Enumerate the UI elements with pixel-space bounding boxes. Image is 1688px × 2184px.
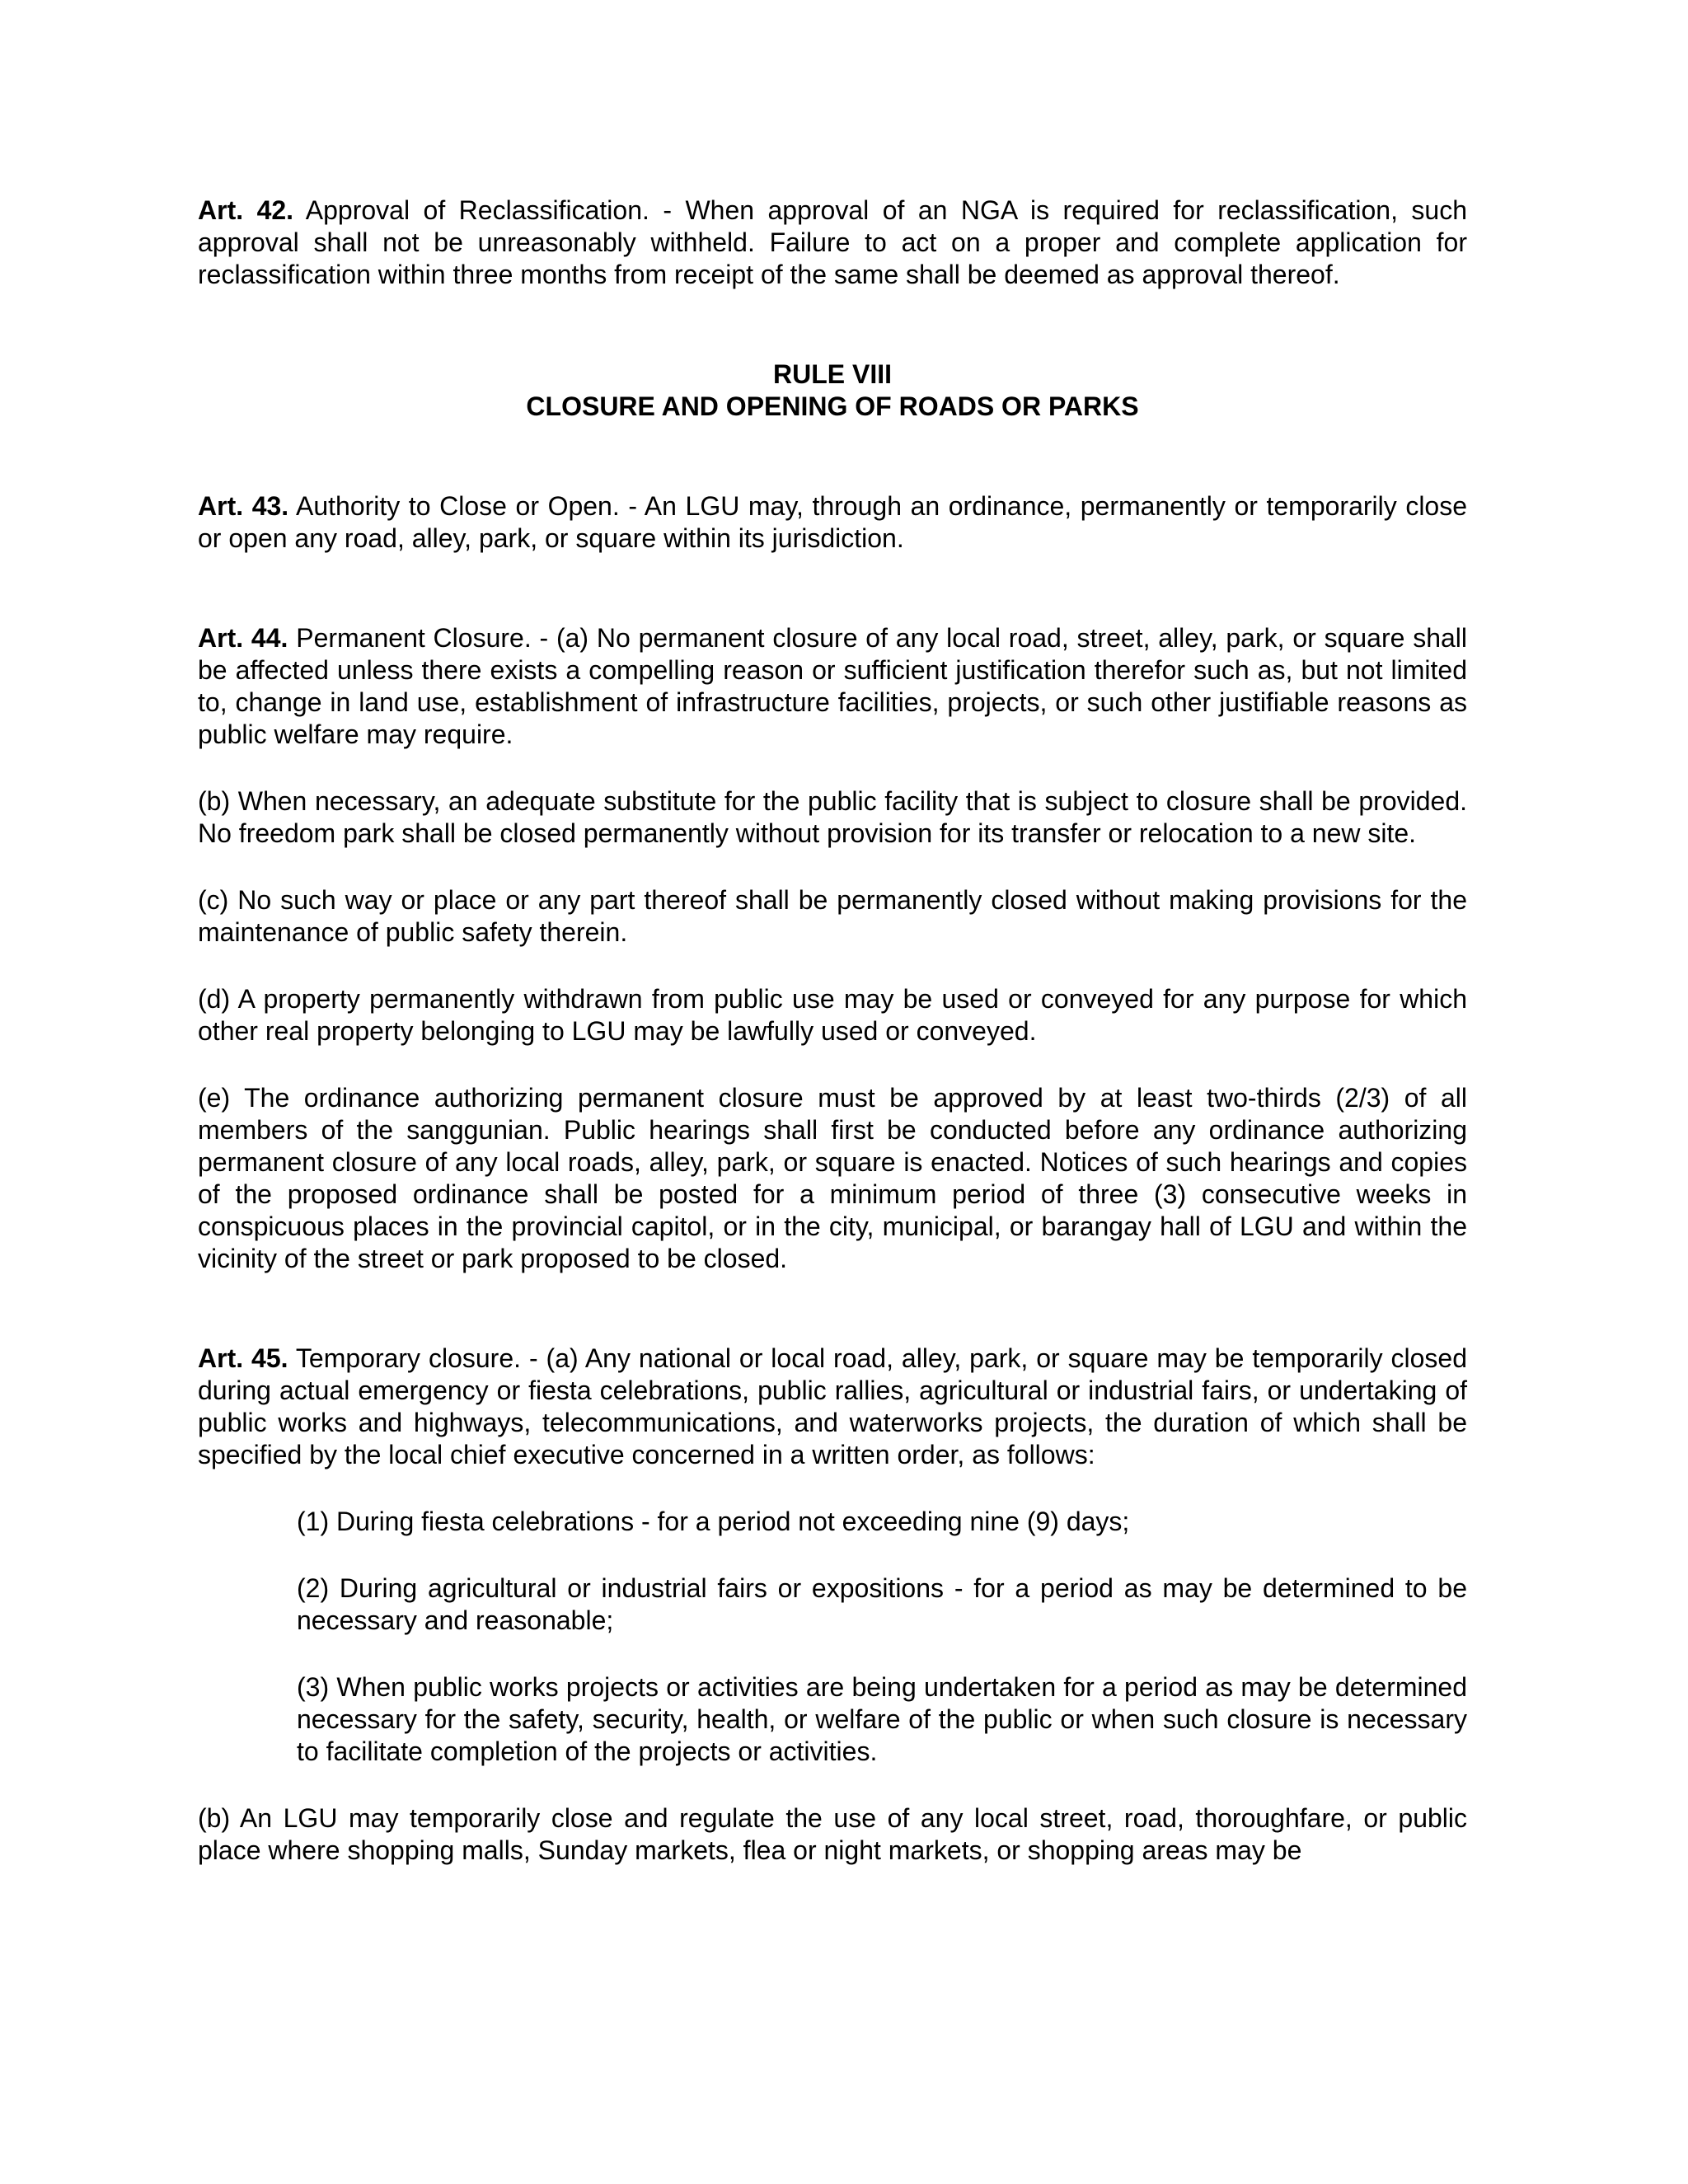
article-43	[198, 490, 1467, 555]
rule-number: RULE VIII	[772, 359, 892, 389]
article-45-item-2: (2) During agricultural or industrial fairs or expositions - for a period as may be determined to be necessary and reasonable;	[297, 1573, 1467, 1635]
article-45-number: Art. 45.	[198, 1343, 288, 1373]
article-44-paragraph-b: (b) When necessary, an adequate substitute for the public facility that is subject to closure shall be provided. No freedom park shall be closed permanently without provision for its transfer or relocation to a new site.	[198, 786, 1467, 848]
article-43-number: Art. 43.	[198, 491, 289, 521]
article-44-paragraph-c: (c) No such way or place or any part thereof shall be permanently closed without making provisions for the maintenance of public safety therein.	[198, 885, 1467, 947]
article-42-number: Art. 42.	[198, 195, 294, 225]
article-44-text: Permanent Closure. - (a) No permanent closure of any local road, street, alley, park, or square shall be affected unless there exists a compelling reason or sufficient justification therefor such as, but not limited to, change in land use, establishment of infrastructure facilities, projects, or such other justifiable reasons as public welfare may require.	[198, 623, 1468, 749]
article-45-item-3: (3) When public works projects or activities are being undertaken for a period as may be determined necessary for the safety, security, health, or welfare of the public or when such closure is necessary to facilitate completion of the projects or activities.	[297, 1672, 1467, 1766]
article-44-paragraph-e: (e) The ordinance authorizing permanent closure must be approved by at least two-thirds (2/3) of all members of the sanggunian. Public hearings shall first be conducted before any ordinance authorizing permanent closure of any local roads, alley, park, or square is enacted. Notices of such hearings and copies of the proposed ordinance shall be posted for a minimum period of three (3) consecutive weeks in conspicuous places in the provincial capitol, or in the city, municipal, or barangay hall of LGU and within the vicinity of the street or park proposed to be closed.	[198, 1083, 1467, 1273]
rule-title: CLOSURE AND OPENING OF ROADS OR PARKS	[526, 391, 1139, 421]
article-45-text: Temporary closure. - (a) Any national or local road, alley, park, or square may be temporarily closed during actual emergency or fiesta celebrations, public rallies, agricultural or industrial fairs, or undertaking of public works and highways, telecommunications, and waterworks projects, the duration of which shall be specified by the local chief executive concerned in a written order, as follows:	[198, 1343, 1468, 1469]
article-45-item-1: (1) During fiesta celebrations - for a period not exceeding nine (9) days;	[297, 1507, 1130, 1536]
article-45-paragraph-b: (b) An LGU may temporarily close and regulate the use of any local street, road, thoroughfare, or public place where shopping malls, Sunday markets, flea or night markets, or shopping areas may be	[198, 1803, 1467, 1865]
article-44-paragraph-d: (d) A property permanently withdrawn from public use may be used or conveyed for any purpose for which other real property belonging to LGU may be lawfully used or conveyed.	[198, 984, 1467, 1046]
article-42	[198, 194, 1467, 291]
article-44	[198, 622, 1467, 751]
article-42-text: Approval of Reclassification. - When approval of an NGA is required for reclassification, such approval shall not be unreasonably withheld. Failure to act on a proper and complete application for reclassification within three months from receipt of the same shall be deemed as approval thereof.	[198, 195, 1468, 289]
article-43-text: Authority to Close or Open. - An LGU may, through an ordinance, permanently or temporarily close or open any road, alley, park, or square within its jurisdiction.	[198, 491, 1468, 553]
article-45	[198, 1343, 1467, 1471]
rule-heading	[198, 359, 1467, 423]
document-page	[198, 194, 1467, 1867]
article-44-number: Art. 44.	[198, 623, 288, 653]
